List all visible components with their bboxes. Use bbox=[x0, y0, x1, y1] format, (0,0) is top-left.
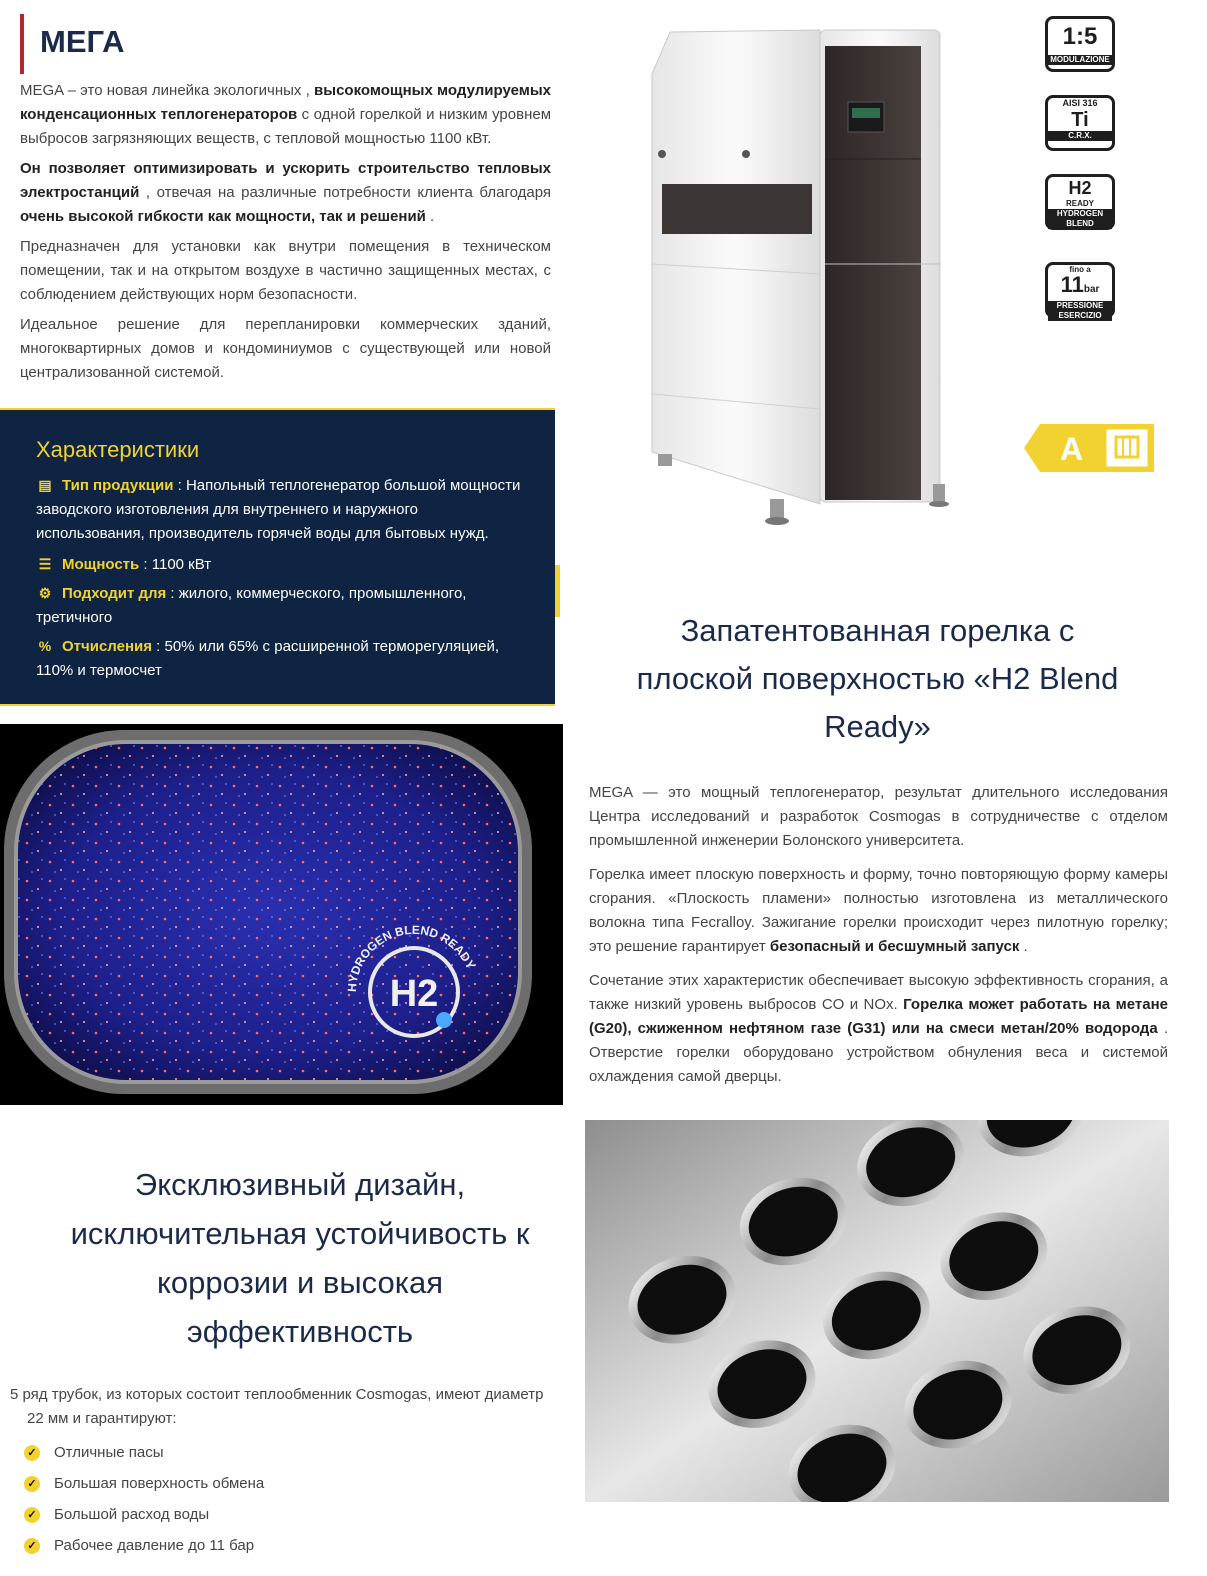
list-item: ✓ Отличные пасы bbox=[24, 1437, 424, 1468]
list-icon: ☰ bbox=[38, 556, 52, 572]
list-item: ✓ Рабочее давление до 11 бар bbox=[24, 1530, 424, 1561]
boiler-product-image bbox=[640, 24, 970, 534]
list-item: ✓ Большой расход воды bbox=[24, 1499, 424, 1530]
h2-symbol: H2 bbox=[389, 973, 439, 1015]
specs-title: Характеристики bbox=[36, 437, 200, 462]
check-icon: ✓ bbox=[24, 1445, 40, 1461]
document-icon: ▤ bbox=[38, 477, 52, 493]
benefits-checklist bbox=[24, 1437, 424, 1561]
list-item: ✓ Большая поверхность обмена bbox=[24, 1468, 424, 1499]
steel-badge: AISI 316 Ti C.R.X. bbox=[1045, 95, 1115, 151]
design-intro-line-1: 5 ряд трубок, из которых состоит теплообменник Cosmogas, имеют диаметр bbox=[10, 1386, 544, 1403]
spec-item-deductions: % Отчисления : 50% или 65% с расширенной терморегуляцией, 110% и термосчет bbox=[36, 634, 526, 683]
percent-icon: % bbox=[38, 638, 52, 654]
burner-paragraph-1: MEGA — это мощный теплогенератор, результат длительного исследования Центра исследований и разработок Cosmogas в сотрудничестве с отделом промышленной инженерии Болонского университета. bbox=[589, 784, 1168, 849]
spec-item-power: ☰ Мощность : 1100 кВт bbox=[36, 552, 526, 577]
design-intro-line-2: 22 мм и гарантируют: bbox=[27, 1410, 177, 1427]
intro-text bbox=[20, 79, 551, 391]
spec-item-product-type: ▤ Тип продукции : Напольный теплогенератор большой мощности заводского изготовления для внутреннего и наружного использования, производитель горячей воды для бытовых нужд. bbox=[36, 473, 526, 546]
heat-exchanger-tubes-image bbox=[585, 1120, 1169, 1502]
intro-paragraph-3: Предназначен для установки как внутри помещения в техническом помещении, так и на открытом воздухе в частично защищенных местах, с соблюдением действующих норм безопасности. bbox=[20, 238, 551, 303]
spec-item-suitable-for: ⚙ Подходит для : жилого, коммерческого, промышленного, третичного bbox=[36, 581, 526, 630]
specs-accent-edge bbox=[555, 565, 560, 617]
energy-class-badge bbox=[1024, 424, 1154, 472]
intro-paragraph-1: MEGA – это новая линейка экологичных , высокомощных модулируемых конденсационных теплогенераторов с одной горелкой и низким уровнем выбросов загрязняющих веществ, с тепловой мощностью 1100 кВт. bbox=[20, 82, 552, 147]
burner-paragraph-3: Сочетание этих характеристик обеспечивает высокую эффективность сгорания, а также низкий уровень выбросов CO и NOx. Горелка может работать на метане (G20), сжиженном нефтяном газе (G31) или на смеси метан/20% водорода . Отверстие горелки оборудовано устройством обнуления веса и системой охлаждения самой дверцы. bbox=[589, 972, 1169, 1085]
design-intro-text bbox=[10, 1383, 580, 1431]
heading-accent-bar bbox=[20, 14, 24, 74]
hydrogen-badge: H2 READY HYDROGEN BLEND bbox=[1045, 174, 1115, 230]
burner-paragraph-2: Горелка имеет плоскую поверхность и форму, точно повторяющую форму камеры сгорания. «Плоскость пламени» полностью изготовлена из металлического волокна типа Fecralloy. Зажигание горелки происходит через пилотную горелку; это решение гарантирует безопасный и бесшумный запуск . bbox=[589, 866, 1168, 955]
energy-class-letter: A bbox=[1060, 431, 1084, 467]
burner-description bbox=[589, 781, 1168, 1099]
gears-icon: ⚙ bbox=[38, 585, 52, 601]
intro-paragraph-4: Идеальное решение для перепланировки коммерческих зданий, многоквартирных домов и кондоминиумов с существующей или новой централизованной системой. bbox=[20, 316, 551, 381]
hydrogen-blend-ready-label: HYDROGEN BLEND READY bbox=[344, 922, 478, 993]
modulation-badge: 1:5 MODULAZIONE bbox=[1045, 16, 1115, 72]
check-icon: ✓ bbox=[24, 1476, 40, 1492]
design-section-title: Эксклюзивный дизайн, исключительная устойчивость к коррозии и высокая эффективность bbox=[70, 1167, 530, 1349]
burner-section-title: Запатентованная горелка с плоской поверхностью «H2 Blend Ready» bbox=[636, 613, 1119, 744]
pressure-badge: fino a 11bar PRESSIONE ESERCIZIO bbox=[1045, 262, 1115, 318]
burner-flame-image bbox=[0, 724, 563, 1105]
specs-accent-bottom bbox=[0, 704, 555, 706]
check-icon: ✓ bbox=[24, 1507, 40, 1523]
intro-paragraph-2: Он позволяет оптимизировать и ускорить строительство тепловых электростанций , отвечая на различные потребности клиента благодаря очень высокой гибкости как мощности, так и решений . bbox=[20, 160, 551, 225]
check-icon: ✓ bbox=[24, 1538, 40, 1554]
page-title: МЕГА bbox=[40, 24, 125, 59]
